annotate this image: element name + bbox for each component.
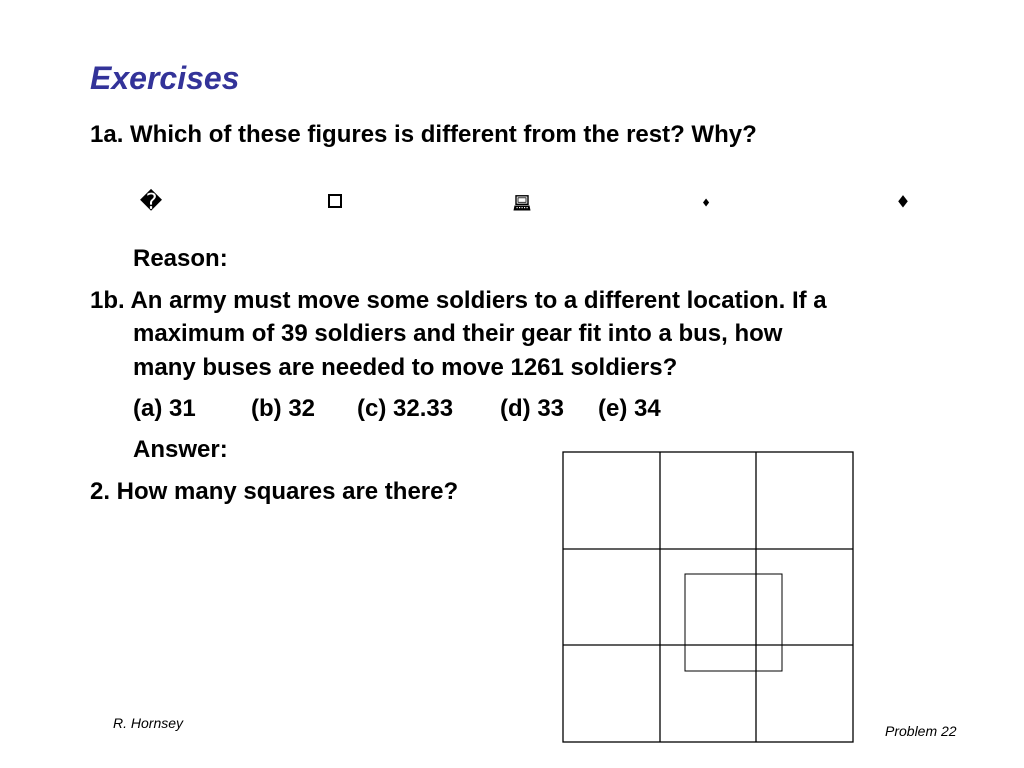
keyboard-key (527, 207, 528, 208)
grid-outer-square (563, 452, 853, 742)
diamond-glyph: ♦ (895, 192, 911, 213)
question-1a: 1a. Which of these figures is different from the rest? Why? (90, 121, 757, 148)
footer-author: R. Hornsey (113, 715, 184, 731)
keyboard-key (524, 207, 525, 208)
question-1b-line-1: 1b. An army must move some soldiers to a different location. If a (90, 287, 827, 314)
reason-label: Reason: (133, 245, 228, 272)
option-b: (b) 32 (251, 395, 316, 422)
option-a: (a) 31 (133, 395, 196, 422)
replacement-char-glyph: � (139, 190, 163, 215)
option-d: (d) 33 (500, 395, 565, 422)
answer-label: Answer: (133, 436, 228, 463)
computer-icon-svg (514, 195, 531, 211)
question-1b-line-2: maximum of 39 soldiers and their gear fit into a bus, how (133, 320, 783, 347)
diamond-icon (895, 192, 911, 213)
slide-title: Exercises (90, 60, 240, 96)
computer-icon (514, 195, 531, 211)
monitor-screen (518, 198, 526, 203)
squares-grid (562, 451, 855, 744)
option-e: (e) 34 (598, 395, 661, 422)
keyboard-key (517, 207, 518, 208)
replacement-char-icon (140, 192, 163, 214)
keyboard-key (519, 207, 520, 208)
question-2: 2. How many squares are there? (90, 478, 459, 505)
small-diamond-glyph: ♦ (701, 196, 711, 210)
square-icon (328, 194, 342, 208)
question-1b-line-3: many buses are needed to move 1261 soldiers? (133, 354, 678, 381)
inner-square (685, 574, 782, 671)
footer-page-number: Problem 22 (885, 723, 957, 739)
option-c: (c) 32.33 (357, 395, 454, 422)
small-diamond-icon (701, 198, 711, 209)
keyboard-key (522, 207, 523, 208)
